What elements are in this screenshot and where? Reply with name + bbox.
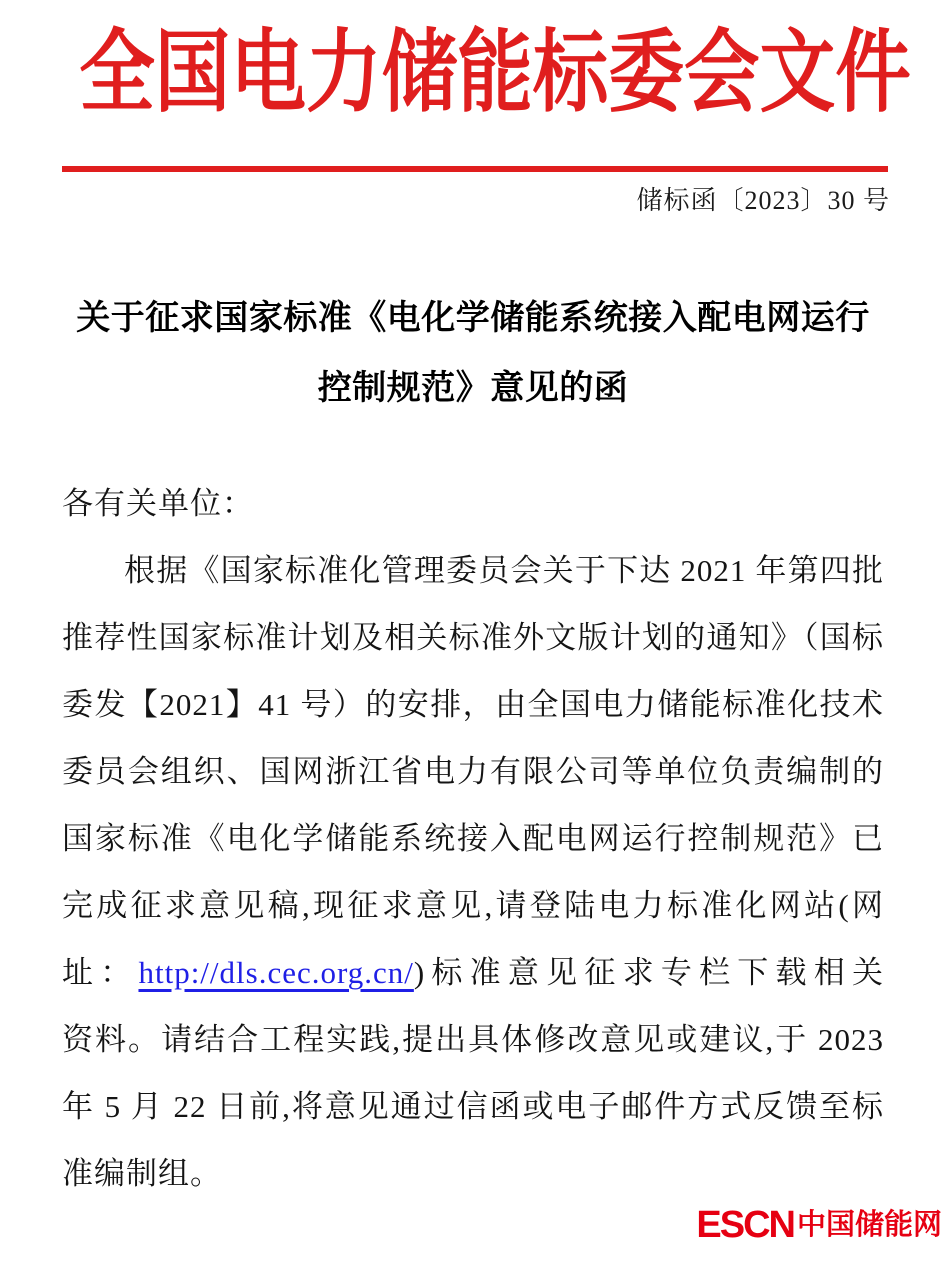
body-line: 委发【2021】41 号）的安排，由全国电力储能标准化技术 <box>62 687 884 722</box>
body-line-last: 准编制组。 <box>62 1156 222 1191</box>
red-divider-rule <box>62 166 888 172</box>
salutation: 各有关单位： <box>62 486 254 521</box>
escn-watermark-logo <box>696 1206 942 1244</box>
body-line-with-link <box>62 939 884 1006</box>
document-title-line2: 控制规范》意见的函 <box>317 369 629 407</box>
document-title-line1: 关于征求国家标准《电化学储能系统接入配电网运行 <box>76 299 870 337</box>
body-line: 国家标准《电化学储能系统接入配电网运行控制规范》已 <box>62 821 884 856</box>
escn-logo-chinese: 中国储能网 <box>796 1209 942 1241</box>
cec-standards-website-link[interactable]: http://dls.cec.org.cn/ <box>138 955 414 990</box>
body-line: 完成征求意见稿,现征求意见,请登陆电力标准化网站(网 <box>62 888 884 923</box>
link-line-suffix: )标准意见征求专栏下载相关 <box>413 955 884 990</box>
document-number: 储标函〔2023〕30 号 <box>636 186 890 215</box>
body-line: 资料。请结合工程实践,提出具体修改意见或建议,于 2023 <box>62 1022 884 1057</box>
body-line: 推荐性国家标准计划及相关标准外文版计划的通知》（国标 <box>62 620 884 655</box>
letterhead-banner <box>0 26 946 147</box>
body-line: 委员会组织、国网浙江省电力有限公司等单位负责编制的 <box>62 754 884 789</box>
escn-logo-latin: ESCN <box>696 1204 794 1246</box>
body-line: 根据《国家标准化管理委员会关于下达 2021 年第四批 <box>124 553 884 588</box>
document-title <box>30 283 916 423</box>
document-body <box>62 470 884 1207</box>
body-line: 年 5 月 22 日前,将意见通过信函或电子邮件方式反馈至标 <box>62 1089 884 1124</box>
link-line-prefix: 址： <box>62 955 139 990</box>
letterhead-banner-title: 全国电力储能标委会文件 <box>79 24 911 123</box>
